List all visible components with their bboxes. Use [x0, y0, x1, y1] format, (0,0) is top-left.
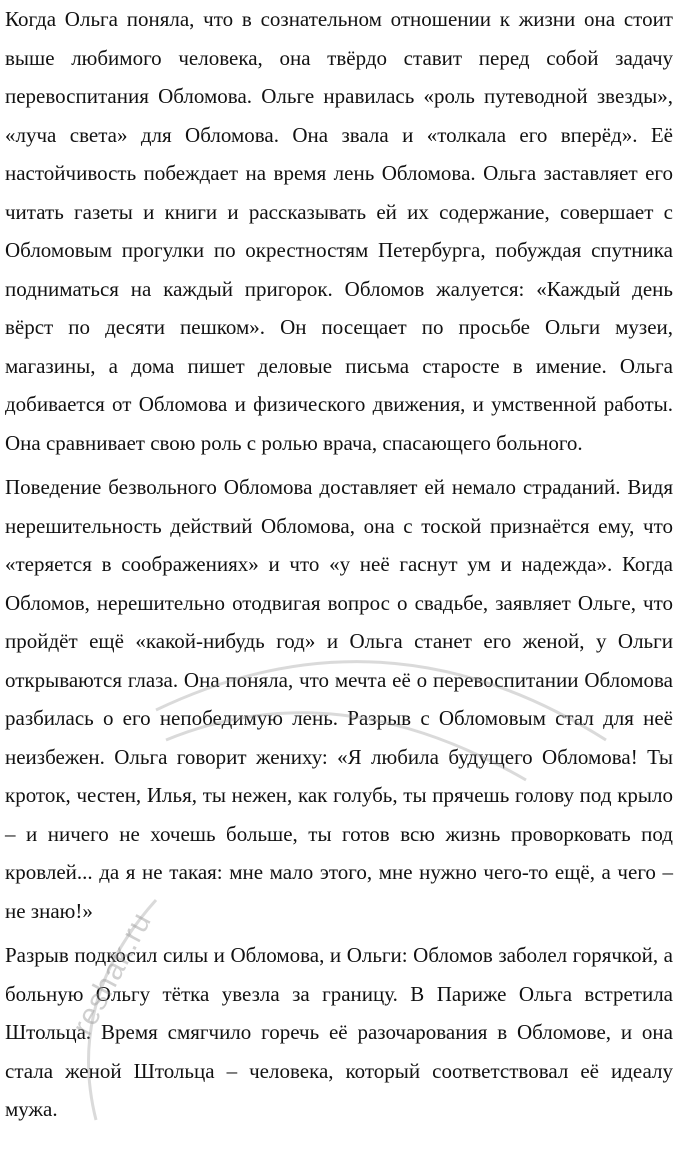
paragraph-3: Разрыв подкосил силы и Обломова, и Ольги: Обломов заболел горячкой, а больную Ольгу тётка увезла за границу. В Париже Ольга встретила Штольца. Время смягчило горечь её разочарования в Обломове, и она стала женой Штольца – человека, который соответствовал её идеалу мужа.	[5, 943, 673, 1121]
watermark-text: reshak.ru	[66, 906, 159, 1041]
paragraph-2: Поведение безвольного Обломова доставляет ей немало страданий. Видя нерешительность действий Обломова, она с тоской признаётся ему, что «теряется в соображениях» и что «у неё гаснут ум и надежда». Когда Обломов, нерешительно отодвигая вопрос о свадьбе, заявляет Ольге, что пройдёт ещё «какой-нибудь год» и Ольга станет его женой, у Ольги открываются глаза. Она поняла, что мечта её о перевоспитании Обломова разбилась о его непобедимую лень. Разрыв с Обломовым стал для неё неизбежен. Ольга говорит жениху: «Я любила будущего Обломова! Ты кроток, честен, Илья, ты нежен, как голубь, ты прячешь голову под крыло – и ничего не хочешь больше, ты готов всю жизнь проворковать под кровлей... да я не такая: мне мало этого, мне нужно чего-то ещё, а чего – не знаю!»	[5, 475, 673, 923]
document-page	[5, 0, 673, 1129]
paragraph-1: Когда Ольга поняла, что в сознательном отношении к жизни она стоит выше любимого человека, она твёрдо ставит перед собой задачу перевоспитания Обломова. Ольге нравилась «роль путеводной звезды», «луча света» для Обломова. Она звала и «толкала его вперёд». Её настойчивость побеждает на время лень Обломова. Ольга заставляет его читать газеты и книги и рассказывать ей их содержание, совершает с Обломовым прогулки по окрестностям Петербурга, побуждая спутника подниматься на каждый пригорок. Обломов жалуется: «Каждый день вёрст по десяти пешком». Он посещает по просьбе Ольги музеи, магазины, а дома пишет деловые письма старосте в имение. Ольга добивается от Обломова и физического движения, и умственной работы. Она сравнивает свою роль с ролью врача, спасающего больного.	[5, 7, 673, 455]
